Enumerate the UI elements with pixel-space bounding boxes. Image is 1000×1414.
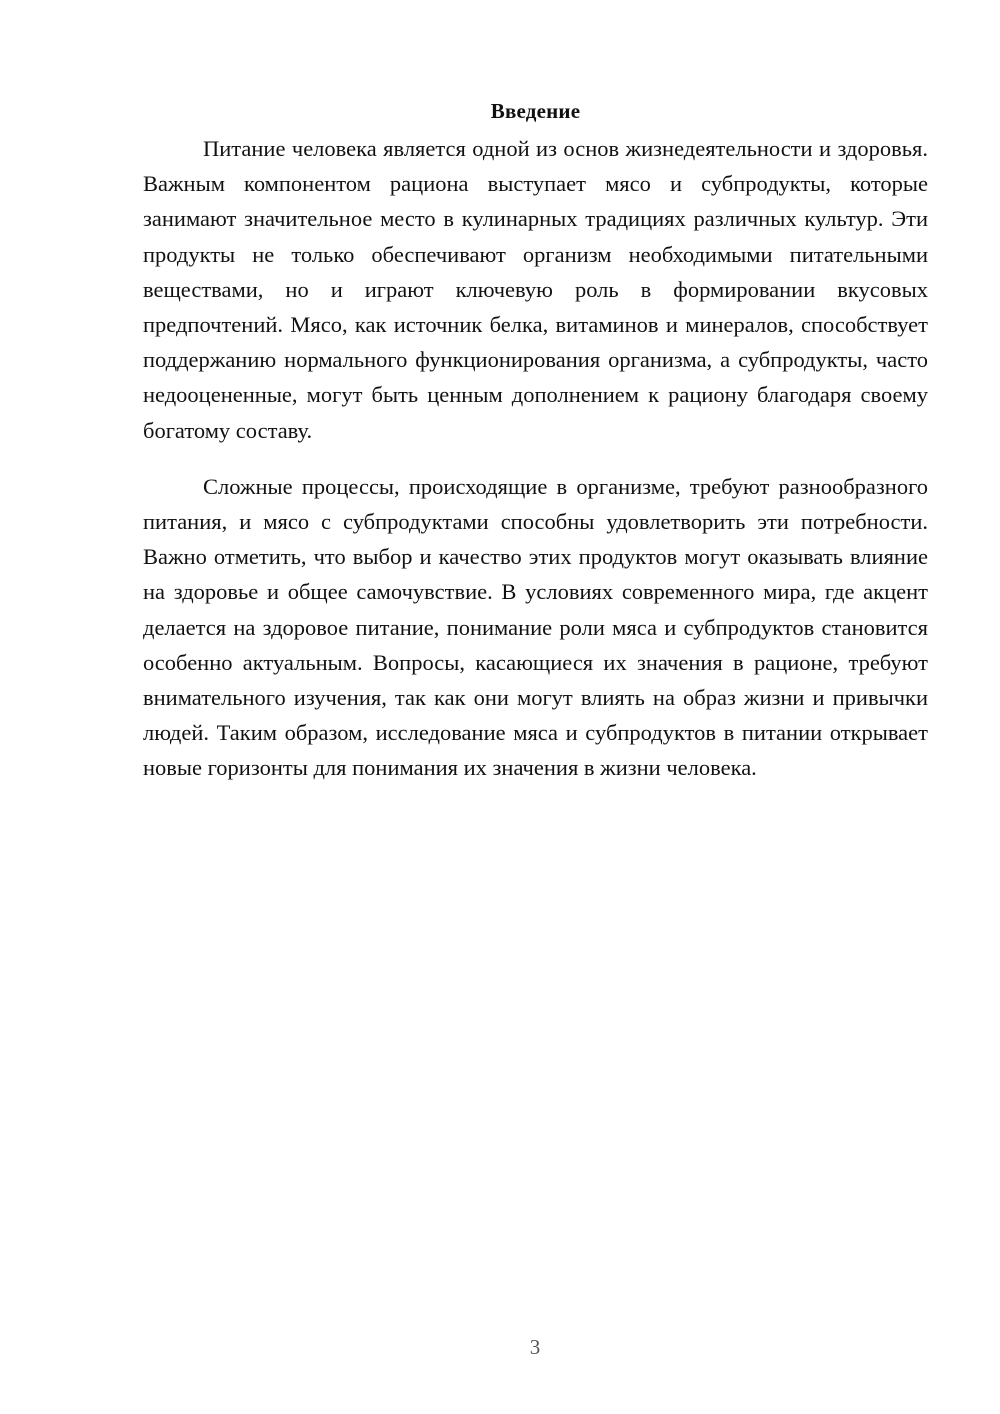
page-number: 3: [529, 1335, 541, 1359]
paragraph-1: Питание человека является одной из основ жизнедеятельности и здоровья. Важным компонентом рациона выступает мясо и субпродукты, которые занимают значительное место в кулинарных традициях различных культур. Эти продукты не только обеспечивают организм необходимыми питательными веществами, но и играют ключевую роль в формировании вкусовых предпочтений. Мясо, как источник белка, витаминов и минералов, способствует поддержанию нормального функционирования организма, а субпродукты, часто недооцененные, могут быть ценным дополнением к рациону благодаря своему богатому составу.: [143, 136, 928, 443]
paragraph-2: Сложные процессы, происходящие в организме, требуют разнообразного питания, и мясо с субпродуктами способны удовлетворить эти потребности. Важно отметить, что выбор и качество этих продуктов могут оказывать влияние на здоровье и общее самочувствие. В условиях современного мира, где акцент делается на здоровое питание, понимание роли мяса и субпродуктов становится особенно актуальным. Вопросы, касающиеся их значения в рационе, требуют внимательного изучения, так как они могут влиять на образ жизни и привычки людей. Таким образом, исследование мяса и субпродуктов в питании открывает новые горизонты для понимания их значения в жизни человека.: [143, 473, 928, 781]
page-content: [143, 95, 928, 786]
section-title: Введение: [490, 99, 581, 123]
